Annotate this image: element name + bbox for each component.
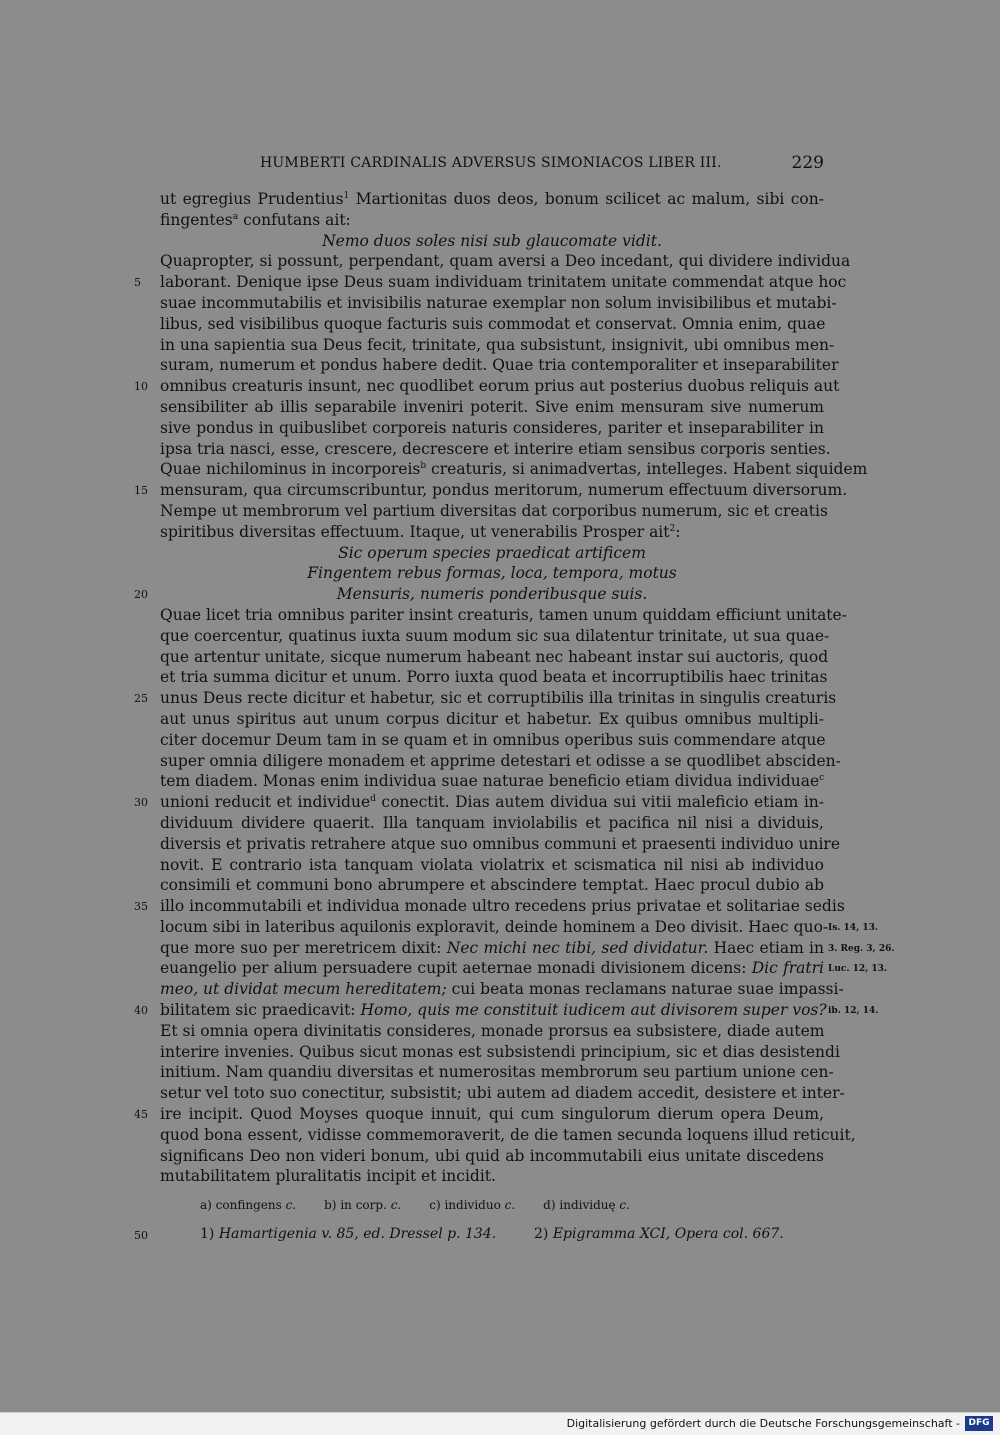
- text-segment: mutabilitatem pluralitatis incipit et incidit.: [160, 1167, 496, 1186]
- footnote-1-label: 1): [200, 1226, 215, 1242]
- line-text: [160, 1125, 856, 1146]
- text-segment: fingentes: [160, 210, 233, 229]
- variant-note-text: individuę: [559, 1198, 620, 1212]
- line-text: [160, 896, 845, 917]
- variant-note-text: individuo: [444, 1198, 505, 1212]
- variant-note: [200, 1198, 296, 1212]
- line-text: [160, 418, 824, 439]
- variant-note-siglum: c.: [504, 1198, 516, 1212]
- text-line: [0, 626, 1000, 647]
- footnote-1: [200, 1226, 496, 1242]
- text-line: [0, 501, 1000, 522]
- text-segment: unus Deus recte dicitur et habetur, sic et corruptibilis illa trinitas in singulis creaturis: [160, 689, 837, 708]
- text-segment: ut egregius Prudentius: [160, 190, 344, 208]
- text-segment: Quapropter, si possunt, perpendant, quam aversi a Deo incedant, qui dividere individua: [160, 252, 851, 271]
- text-segment: omnibus creaturis insunt, nec quodlibet eorum prius aut posterius duobus reliquis aut: [160, 377, 840, 396]
- text-segment: ipsa tria nasci, esse, crescere, decrescere et interire etiam sensibus corporis senties.: [160, 439, 831, 458]
- note-marker: b: [420, 461, 427, 472]
- line-text: [160, 314, 824, 335]
- variant-note: [543, 1198, 630, 1212]
- line-text: [160, 231, 824, 252]
- text-line: [0, 751, 1000, 772]
- footnote-1-text: Hamartigenia v. 85, ed. Dressel p. 134.: [218, 1226, 497, 1242]
- text-segment: cui beata monas reclamans naturae suae impassi-: [446, 980, 844, 999]
- line-text: [160, 480, 848, 501]
- line-text: [160, 875, 824, 896]
- line-text: [160, 647, 829, 668]
- text-segment: sensibiliter ab illis separabile inveniri poterit. Sive enim mensuram sive numerum: [160, 397, 824, 416]
- text-segment: que more suo per meretricem dixit:: [160, 938, 447, 957]
- text-line: [0, 459, 1000, 480]
- text-segment: Martionitas duos deos, bonum scilicet ac malum, sibi con-: [349, 190, 824, 208]
- line-text: [160, 563, 824, 584]
- text-line: [0, 1083, 1000, 1104]
- text-line: [0, 231, 1000, 252]
- text-segment: suae incommutabilis et invisibilis naturae exemplar non solum invisibilibus et mutabi-: [160, 293, 837, 312]
- line-number: 35: [134, 900, 148, 914]
- variant-note: [324, 1198, 401, 1212]
- line-text: [160, 667, 828, 688]
- variant-note-text: confingens: [215, 1198, 286, 1212]
- text-segment: laborant. Denique ipse Deus suam individuam trinitatem unitate commendat atque hoc: [160, 273, 847, 292]
- text-segment: et tria summa dicitur et unum. Porro iuxta quod beata et incorruptibilis haec trinitas: [160, 668, 828, 687]
- line-text: [160, 1104, 824, 1125]
- text-segment: quod bona essent, vidisse commemoraverit, de die tamen secunda loquens illud reticuit,: [160, 1125, 856, 1144]
- line-text: [160, 355, 839, 376]
- text-line: [0, 1166, 1000, 1187]
- footnote-2: [534, 1226, 784, 1242]
- line-text: [160, 543, 824, 564]
- line-text: [160, 189, 824, 210]
- variant-note-siglum: c.: [285, 1198, 297, 1212]
- running-title: HUMBERTI CARDINALIS ADVERSUS SIMONIACOS LIBER III.: [260, 155, 722, 171]
- text-segment: super omnia diligere monadem et apprime detestari et odisse a se quodlibet absciden-: [160, 751, 841, 770]
- text-segment: sive pondus in quibuslibet corporeis naturis consideres, pariter et inseparabiliter in: [160, 418, 824, 437]
- text-line: [0, 1104, 1000, 1125]
- text-line: [0, 543, 1000, 564]
- line-text: [160, 272, 847, 293]
- variant-note-text: in corp.: [340, 1198, 391, 1212]
- text-segment: Nec michi nec tibi, sed dividatur.: [446, 938, 709, 957]
- line-text: [160, 979, 844, 1000]
- text-segment: que coercentur, quatinus iuxta suum modum sic sua dilatentur trinitate, ut sua quae-: [160, 626, 830, 645]
- variant-note: [429, 1198, 515, 1212]
- text-segment: Nempe ut membrorum vel partium diversitas dat corporibus numerum, sic et creatis: [160, 501, 828, 520]
- margin-reference: Is. 14, 13.: [828, 922, 878, 933]
- footnote-2-text: Epigramma XCI, Opera col. 667.: [552, 1226, 784, 1242]
- footnote-2-label: 2): [534, 1226, 549, 1242]
- text-segment: aut unus spiritus aut unum corpus dicitur et habetur. Ex quibus omnibus multipli-: [160, 709, 824, 728]
- line-text: [160, 855, 824, 876]
- line-number-50: 50: [134, 1229, 148, 1242]
- dfg-logo: DFG: [965, 1416, 993, 1431]
- text-segment: Nemo duos soles nisi sub glaucomate vidit.: [322, 231, 662, 250]
- line-text: [160, 501, 828, 522]
- line-text: [160, 709, 824, 730]
- text-line: [0, 335, 1000, 356]
- variant-notes: [200, 1198, 658, 1212]
- text-line: [0, 480, 1000, 501]
- text-line: [0, 771, 1000, 792]
- text-segment: in una sapientia sua Deus fecit, trinitate, qua subsistunt, insignivit, ubi omnibus men-: [160, 335, 835, 354]
- line-text: [160, 522, 824, 543]
- text-segment: conectit. Dias autem dividua sui vitii maleficio etiam in-: [375, 793, 825, 812]
- line-number: 15: [134, 484, 148, 498]
- text-line: [0, 584, 1000, 605]
- text-segment: dividuum dividere quaerit. Illa tanquam inviolabilis et pacifica nil nisi a dividuis,: [160, 813, 824, 832]
- text-segment: Sic operum species praedicat artificem: [338, 543, 646, 562]
- line-text: [160, 771, 824, 792]
- text-segment: Et si omnia opera divinitatis consideres, monade prorsus ea subsistere, diade autem: [160, 1021, 825, 1040]
- text-line: [0, 418, 1000, 439]
- variant-note-label: a): [200, 1198, 212, 1212]
- text-segment: setur vel toto suo conectitur, subsistit; ubi autem ad diadem accedit, desistere et inter-: [160, 1084, 845, 1103]
- variant-note-siglum: c.: [390, 1198, 402, 1212]
- line-text: [160, 397, 824, 418]
- text-segment: significans Deo non videri bonum, ubi quid ab incommutabili eius unitate discedens: [160, 1146, 824, 1165]
- line-text: [160, 439, 831, 460]
- text-segment: Homo, quis me constituit iudicem aut divisorem super vos?: [360, 1001, 827, 1020]
- text-line: [0, 522, 1000, 543]
- text-line: [0, 563, 1000, 584]
- text-segment: mensuram, qua circumscribuntur, pondus meritorum, numerum effectuum diversorum.: [160, 481, 848, 500]
- text-segment: unioni reducit et individue: [160, 793, 371, 812]
- line-text: [160, 958, 824, 979]
- text-segment: diversis et privatis retrahere atque suo omnibus communi et praesenti individuo unire: [160, 834, 841, 853]
- text-line: [0, 896, 1000, 917]
- line-text: [160, 1146, 824, 1167]
- text-segment: bilitatem sic praedicavit:: [160, 1001, 361, 1020]
- text-segment: libus, sed visibilibus quoque facturis suis commodat et conservat. Omnia enim, quae: [160, 314, 826, 333]
- text-segment: :: [675, 522, 681, 541]
- text-line: [0, 189, 1000, 210]
- line-number: 30: [134, 796, 148, 810]
- text-line: [0, 730, 1000, 751]
- line-text: [160, 1062, 834, 1083]
- text-line: [0, 314, 1000, 335]
- text-segment: Quae nichilominus in incorporeis: [160, 460, 421, 479]
- text-segment: Haec etiam in: [708, 938, 824, 957]
- note-marker: d: [370, 793, 376, 804]
- line-text: [160, 251, 851, 272]
- line-text: [160, 459, 868, 480]
- line-text: [160, 293, 837, 314]
- line-text: [160, 1000, 827, 1021]
- note-marker: 1: [343, 190, 350, 201]
- variant-note-label: c): [429, 1198, 441, 1212]
- text-segment: tem diadem. Monas enim individua suae naturae beneficio etiam dividua individuae: [160, 772, 820, 791]
- text-line: [0, 376, 1000, 397]
- text-segment: Mensuris, numeris ponderibusque suis.: [336, 585, 648, 604]
- text-line: [0, 834, 1000, 855]
- credit-bar: [0, 1412, 1000, 1435]
- text-line: [0, 605, 1000, 626]
- text-line: [0, 1146, 1000, 1167]
- variant-note-siglum: c.: [619, 1198, 630, 1212]
- note-marker: c: [819, 773, 825, 784]
- line-text: [160, 917, 829, 938]
- margin-reference: 3. Reg. 3, 26.: [828, 943, 895, 954]
- text-segment: creaturis, si animadvertas, intelleges. Habent siquidem: [426, 460, 868, 479]
- line-text: [160, 584, 824, 605]
- text-line: [0, 688, 1000, 709]
- page-number: 229: [791, 153, 824, 173]
- text-line: [0, 979, 1000, 1000]
- line-number: 25: [134, 692, 148, 706]
- text-segment: suram, numerum et pondus habere dedit. Quae tria contemporaliter et inseparabiliter: [160, 356, 839, 375]
- text-line: [0, 251, 1000, 272]
- line-text: [160, 751, 841, 772]
- text-segment: interire invenies. Quibus sicut monas est subsistendi principium, sic et dias desistendi: [160, 1042, 840, 1061]
- line-text: [160, 688, 837, 709]
- text-segment: confutans ait:: [238, 210, 351, 229]
- line-text: [160, 1021, 824, 1042]
- text-line: [0, 1021, 1000, 1042]
- line-text: [160, 1042, 840, 1063]
- text-segment: consimili et communi bono abrumpere et abscindere temptat. Haec procul dubio ab: [160, 876, 824, 895]
- text-segment: spiritibus diversitas effectuum. Itaque, ut venerabilis Prosper ait: [160, 522, 670, 541]
- text-segment: novit. E contrario ista tanquam violata violatrix et scismatica nil nisi ab individuo: [160, 855, 824, 874]
- text-segment: locum sibi in lateribus aquilonis exploravit, deinde hominem a Deo divisit. Haec quo-: [160, 917, 829, 936]
- text-line: [0, 355, 1000, 376]
- funding-credit: Digitalisierung gefördert durch die Deutsche Forschungsgemeinschaft -: [566, 1417, 960, 1430]
- line-text: [160, 1166, 824, 1187]
- line-text: [160, 605, 847, 626]
- text-line: [0, 1062, 1000, 1083]
- line-text: [160, 938, 824, 959]
- text-segment: Dic fratri: [751, 959, 824, 978]
- text-segment: citer docemur Deum tam in se quam et in omnibus operibus suis commendare atque: [160, 730, 826, 749]
- line-text: [160, 335, 835, 356]
- line-text: [160, 210, 824, 231]
- text-line: [0, 1042, 1000, 1063]
- text-line: [0, 917, 1000, 938]
- line-number: 20: [134, 588, 148, 602]
- text-line: [0, 210, 1000, 231]
- variant-note-label: d): [543, 1198, 556, 1212]
- text-line: [0, 439, 1000, 460]
- text-line: [0, 293, 1000, 314]
- line-text: [160, 376, 840, 397]
- margin-reference: Luc. 12, 13.: [828, 964, 888, 975]
- text-line: [0, 1000, 1000, 1021]
- text-line: [0, 792, 1000, 813]
- text-line: [0, 938, 1000, 959]
- line-text: [160, 1083, 845, 1104]
- note-marker: a: [232, 211, 239, 222]
- line-number: 45: [134, 1108, 148, 1122]
- text-line: [0, 813, 1000, 834]
- line-text: [160, 834, 841, 855]
- running-header: [160, 153, 824, 177]
- variant-note-label: b): [324, 1198, 337, 1212]
- text-line: [0, 1125, 1000, 1146]
- line-number: 40: [134, 1004, 148, 1018]
- text-segment: initium. Nam quandiu diversitas et numerositas membrorum seu partium unione cen-: [160, 1063, 834, 1082]
- main-text: [0, 189, 1000, 1187]
- text-line: [0, 875, 1000, 896]
- line-number: 5: [134, 276, 141, 290]
- text-line: [0, 272, 1000, 293]
- note-marker: 2: [669, 523, 676, 534]
- margin-reference: ib. 12, 14.: [828, 1006, 879, 1017]
- text-line: [0, 958, 1000, 979]
- text-line: [0, 397, 1000, 418]
- text-segment: que artentur unitate, sicque numerum habeant nec habeant instar sui auctoris, quod: [160, 647, 829, 666]
- text-line: [0, 667, 1000, 688]
- text-line: [0, 709, 1000, 730]
- text-segment: illo incommutabili et individua monade ultro recedens prius privatae et solitariae sedis: [160, 897, 845, 916]
- text-line: [0, 647, 1000, 668]
- line-text: [160, 792, 824, 813]
- line-text: [160, 626, 830, 647]
- text-segment: ire incipit. Quod Moyses quoque innuit, qui cum singulorum dierum opera Deum,: [160, 1105, 824, 1124]
- line-text: [160, 730, 824, 751]
- line-text: [160, 813, 824, 834]
- text-segment: euangelio per alium persuadere cupit aeternae monadi divisionem dicens:: [160, 959, 752, 978]
- text-segment: Quae licet tria omnibus pariter insint creaturis, tamen unum quiddam efficiunt unitate-: [160, 605, 847, 624]
- text-segment: meo, ut dividat mecum hereditatem;: [160, 980, 447, 999]
- text-segment: Fingentem rebus formas, loca, tempora, motus: [307, 564, 677, 583]
- text-line: [0, 855, 1000, 876]
- line-number: 10: [134, 380, 148, 394]
